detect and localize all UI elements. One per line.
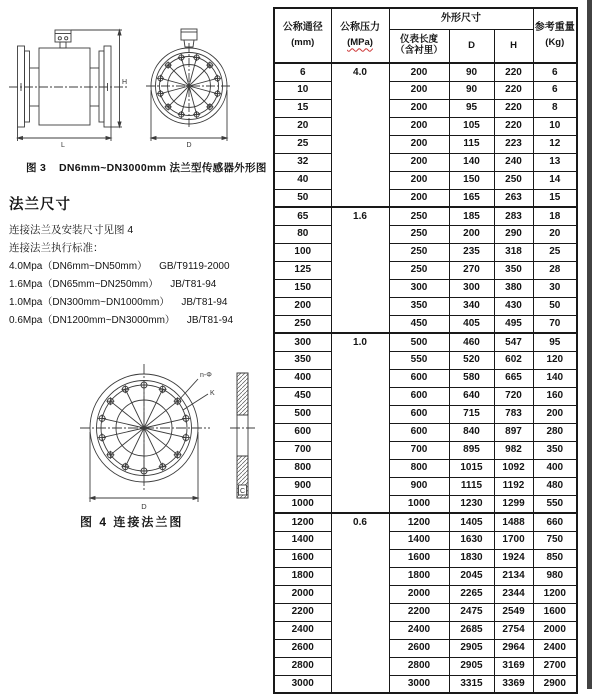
table-row bbox=[274, 189, 577, 207]
table-cell: 665 bbox=[494, 369, 533, 387]
table-cell: 105 bbox=[449, 117, 494, 135]
table-cell: 2905 bbox=[449, 657, 494, 675]
header-outline-dimensions: 外形尺寸 bbox=[389, 8, 533, 30]
table-cell: 2400 bbox=[533, 639, 577, 657]
table-cell: 15 bbox=[533, 189, 577, 207]
table-cell: 340 bbox=[449, 297, 494, 315]
table-cell: 450 bbox=[389, 315, 449, 333]
table-cell: 200 bbox=[389, 99, 449, 117]
table-cell: 100 bbox=[274, 243, 331, 261]
standard-line: 0.6Mpa（DN1200mm~DN3000mm） JB/T81-94 bbox=[9, 312, 233, 330]
table-cell: 250 bbox=[494, 171, 533, 189]
table-cell: 700 bbox=[389, 441, 449, 459]
table-cell: 783 bbox=[494, 405, 533, 423]
table-cell: 263 bbox=[494, 189, 533, 207]
table-cell: 550 bbox=[533, 495, 577, 513]
table-cell: 547 bbox=[494, 333, 533, 351]
table-cell: 220 bbox=[494, 81, 533, 99]
table-cell: 20 bbox=[274, 117, 331, 135]
table-cell: 1230 bbox=[449, 495, 494, 513]
table-cell: 2000 bbox=[389, 585, 449, 603]
standard-line: 4.0Mpa（DN6mm~DN50mm） GB/T9119-2000 bbox=[9, 258, 233, 276]
table-row bbox=[274, 639, 577, 657]
table-row bbox=[274, 405, 577, 423]
table-cell: 715 bbox=[449, 405, 494, 423]
table-row bbox=[274, 63, 577, 81]
table-cell: 980 bbox=[533, 567, 577, 585]
table-cell: 220 bbox=[494, 63, 533, 81]
table-cell: 160 bbox=[533, 387, 577, 405]
table-cell: 200 bbox=[389, 135, 449, 153]
table-cell: 2700 bbox=[533, 657, 577, 675]
table-cell: 600 bbox=[389, 423, 449, 441]
table-cell: 520 bbox=[449, 351, 494, 369]
table-cell: 13 bbox=[533, 153, 577, 171]
table-cell: 1405 bbox=[449, 513, 494, 531]
table-cell: 250 bbox=[389, 207, 449, 225]
table-cell: 250 bbox=[389, 243, 449, 261]
flange-text-line1: 连接法兰及安装尺寸见图 4 bbox=[9, 222, 133, 237]
header-reference-weight: 参考重量 (Kg) bbox=[533, 8, 577, 63]
table-cell: 1015 bbox=[449, 459, 494, 477]
table-cell: 580 bbox=[449, 369, 494, 387]
table-cell: 40 bbox=[274, 171, 331, 189]
table-cell: 2900 bbox=[533, 675, 577, 693]
fig4-bolt-circle-label: K bbox=[210, 390, 215, 397]
table-cell: 290 bbox=[494, 225, 533, 243]
table-cell: 2344 bbox=[494, 585, 533, 603]
table-row bbox=[274, 297, 577, 315]
fig3-dim-l-label: L bbox=[61, 142, 65, 149]
table-row bbox=[274, 99, 577, 117]
table-cell: 300 bbox=[274, 333, 331, 351]
table-cell: 70 bbox=[533, 315, 577, 333]
table-cell: 3169 bbox=[494, 657, 533, 675]
table-cell: 32 bbox=[274, 153, 331, 171]
table-cell: 495 bbox=[494, 315, 533, 333]
table-row bbox=[274, 135, 577, 153]
table-cell: 3369 bbox=[494, 675, 533, 693]
table-cell: 200 bbox=[389, 153, 449, 171]
table-cell: 1830 bbox=[449, 549, 494, 567]
header-nominal-pressure: 公称压力 (MPa) bbox=[331, 8, 389, 63]
table-cell: 3000 bbox=[389, 675, 449, 693]
table-cell: 500 bbox=[389, 333, 449, 351]
table-cell: 2000 bbox=[533, 621, 577, 639]
table-row bbox=[274, 351, 577, 369]
table-cell: 405 bbox=[449, 315, 494, 333]
table-row bbox=[274, 441, 577, 459]
fig4-dim-d-label: D bbox=[141, 502, 147, 511]
table-cell: 800 bbox=[274, 459, 331, 477]
table-cell: 400 bbox=[274, 369, 331, 387]
fig3-dim-h-label: H bbox=[122, 79, 127, 86]
table-cell: 30 bbox=[533, 279, 577, 297]
table-cell: 500 bbox=[274, 405, 331, 423]
table-cell: 1200 bbox=[533, 585, 577, 603]
fig3-dim-d-label: D bbox=[186, 142, 191, 149]
table-cell: 900 bbox=[389, 477, 449, 495]
table-cell: 600 bbox=[274, 423, 331, 441]
table-cell: 8 bbox=[533, 99, 577, 117]
table-cell: 1924 bbox=[494, 549, 533, 567]
table-cell: 200 bbox=[389, 117, 449, 135]
table-cell: 65 bbox=[274, 207, 331, 225]
table-cell: 640 bbox=[449, 387, 494, 405]
figure4-caption: 图 4 连接法兰图 bbox=[80, 513, 183, 530]
table-cell: 350 bbox=[533, 441, 577, 459]
table-cell: 220 bbox=[494, 117, 533, 135]
table-cell: 200 bbox=[449, 225, 494, 243]
table-cell: 2964 bbox=[494, 639, 533, 657]
table-cell: 223 bbox=[494, 135, 533, 153]
table-row bbox=[274, 657, 577, 675]
table-cell: 50 bbox=[533, 297, 577, 315]
table-cell: 600 bbox=[389, 405, 449, 423]
table-row bbox=[274, 243, 577, 261]
table-cell: 400 bbox=[533, 459, 577, 477]
table-cell: 2200 bbox=[274, 603, 331, 621]
table-row bbox=[274, 603, 577, 621]
table-cell: 115 bbox=[449, 135, 494, 153]
table-cell: 200 bbox=[389, 189, 449, 207]
figure3-sensor-outline-drawing bbox=[6, 16, 258, 158]
table-cell: 2905 bbox=[449, 639, 494, 657]
table-row bbox=[274, 279, 577, 297]
table-cell: 270 bbox=[449, 261, 494, 279]
table-cell: 2400 bbox=[274, 621, 331, 639]
table-row bbox=[274, 171, 577, 189]
table-cell: 460 bbox=[449, 333, 494, 351]
table-cell: 12 bbox=[533, 135, 577, 153]
fig4-bolt-count-label: n-Φ bbox=[200, 372, 212, 379]
table-row bbox=[274, 567, 577, 585]
table-cell: 2549 bbox=[494, 603, 533, 621]
table-cell: 720 bbox=[494, 387, 533, 405]
table-row bbox=[274, 423, 577, 441]
table-cell: 2800 bbox=[274, 657, 331, 675]
table-cell: 318 bbox=[494, 243, 533, 261]
table-cell: 200 bbox=[389, 63, 449, 81]
table-cell: 90 bbox=[449, 81, 494, 99]
header-h: H bbox=[494, 30, 533, 64]
table-cell: 300 bbox=[449, 279, 494, 297]
header-meter-length: 仪表长度 （含衬里） bbox=[389, 30, 449, 64]
table-cell: 2754 bbox=[494, 621, 533, 639]
table-cell: 1600 bbox=[533, 603, 577, 621]
table-cell: 25 bbox=[274, 135, 331, 153]
table-cell: 200 bbox=[274, 297, 331, 315]
header-nominal-diameter: 公称通径 (mm) bbox=[274, 8, 331, 63]
table-cell: 1092 bbox=[494, 459, 533, 477]
table-cell: 200 bbox=[533, 405, 577, 423]
table-row bbox=[274, 621, 577, 639]
table-cell: 1400 bbox=[389, 531, 449, 549]
table-cell: 235 bbox=[449, 243, 494, 261]
table-cell: 800 bbox=[389, 459, 449, 477]
table-cell: 1115 bbox=[449, 477, 494, 495]
table-cell: 1800 bbox=[274, 567, 331, 585]
table-cell: 2200 bbox=[389, 603, 449, 621]
flange-size-heading: 法兰尺寸 bbox=[9, 193, 71, 214]
table-cell: 750 bbox=[533, 531, 577, 549]
spec-table-body bbox=[274, 63, 577, 693]
table-row bbox=[274, 549, 577, 567]
table-cell: 6 bbox=[274, 63, 331, 81]
table-cell: 2134 bbox=[494, 567, 533, 585]
table-cell: 600 bbox=[389, 369, 449, 387]
table-cell: 120 bbox=[533, 351, 577, 369]
table-cell: 2265 bbox=[449, 585, 494, 603]
table-cell: 185 bbox=[449, 207, 494, 225]
table-cell: 350 bbox=[274, 351, 331, 369]
table-cell: 982 bbox=[494, 441, 533, 459]
table-cell: 1600 bbox=[274, 549, 331, 567]
table-cell: 250 bbox=[389, 225, 449, 243]
table-row bbox=[274, 153, 577, 171]
table-cell: 1200 bbox=[389, 513, 449, 531]
table-cell: 1700 bbox=[494, 531, 533, 549]
table-cell: 2800 bbox=[389, 657, 449, 675]
table-cell: 3000 bbox=[274, 675, 331, 693]
table-cell: 28 bbox=[533, 261, 577, 279]
table-cell: 1630 bbox=[449, 531, 494, 549]
table-row bbox=[274, 315, 577, 333]
table-row bbox=[274, 675, 577, 693]
table-cell: 2600 bbox=[389, 639, 449, 657]
table-cell: 1000 bbox=[389, 495, 449, 513]
table-row bbox=[274, 369, 577, 387]
table-cell: 300 bbox=[389, 279, 449, 297]
table-cell: 2000 bbox=[274, 585, 331, 603]
table-cell: 2475 bbox=[449, 603, 494, 621]
table-row bbox=[274, 495, 577, 513]
table-cell: 18 bbox=[533, 207, 577, 225]
table-cell: 125 bbox=[274, 261, 331, 279]
table-cell: 1600 bbox=[389, 549, 449, 567]
table-cell: 1200 bbox=[274, 513, 331, 531]
figure3-caption: 图 3 DN6mm~DN3000mm 法兰型传感器外形图 bbox=[26, 160, 267, 175]
flange-text-line2: 连接法兰执行标准： bbox=[9, 240, 104, 255]
table-cell: 895 bbox=[449, 441, 494, 459]
table-cell: 1192 bbox=[494, 477, 533, 495]
table-cell: 0.6 bbox=[331, 513, 389, 693]
table-cell: 10 bbox=[274, 81, 331, 99]
table-cell: 80 bbox=[274, 225, 331, 243]
table-cell: 240 bbox=[494, 153, 533, 171]
table-cell: 430 bbox=[494, 297, 533, 315]
table-cell: 660 bbox=[533, 513, 577, 531]
table-cell: 1488 bbox=[494, 513, 533, 531]
table-cell: 150 bbox=[274, 279, 331, 297]
flange-spec-table bbox=[273, 7, 578, 694]
table-cell: 283 bbox=[494, 207, 533, 225]
table-row bbox=[274, 207, 577, 225]
standard-line: 1.6Mpa（DN65mm~DN250mm） JB/T81-94 bbox=[9, 276, 233, 294]
table-cell: 20 bbox=[533, 225, 577, 243]
table-cell: 2600 bbox=[274, 639, 331, 657]
table-cell: 2685 bbox=[449, 621, 494, 639]
table-row bbox=[274, 513, 577, 531]
table-cell: 840 bbox=[449, 423, 494, 441]
table-cell: 50 bbox=[274, 189, 331, 207]
table-cell: 600 bbox=[389, 387, 449, 405]
table-row bbox=[274, 585, 577, 603]
table-cell: 90 bbox=[449, 63, 494, 81]
table-cell: 1400 bbox=[274, 531, 331, 549]
table-cell: 1.6 bbox=[331, 207, 389, 333]
table-cell: 897 bbox=[494, 423, 533, 441]
table-row bbox=[274, 477, 577, 495]
table-cell: 95 bbox=[449, 99, 494, 117]
table-cell: 25 bbox=[533, 243, 577, 261]
table-cell: 2045 bbox=[449, 567, 494, 585]
table-row bbox=[274, 333, 577, 351]
table-cell: 350 bbox=[389, 297, 449, 315]
table-cell: 350 bbox=[494, 261, 533, 279]
table-cell: 165 bbox=[449, 189, 494, 207]
standard-line: 1.0Mpa（DN300mm~DN1000mm） JB/T81-94 bbox=[9, 294, 233, 312]
header-d: D bbox=[449, 30, 494, 64]
table-cell: 200 bbox=[389, 81, 449, 99]
table-cell: 14 bbox=[533, 171, 577, 189]
table-cell: 1000 bbox=[274, 495, 331, 513]
figure4-connection-flange-drawing bbox=[50, 340, 255, 512]
table-cell: 6 bbox=[533, 81, 577, 99]
table-cell: 280 bbox=[533, 423, 577, 441]
table-row bbox=[274, 81, 577, 99]
page-edge-line bbox=[587, 0, 592, 689]
table-row bbox=[274, 531, 577, 549]
table-row bbox=[274, 225, 577, 243]
table-cell: 150 bbox=[449, 171, 494, 189]
table-row bbox=[274, 387, 577, 405]
table-cell: 95 bbox=[533, 333, 577, 351]
table-cell: 220 bbox=[494, 99, 533, 117]
table-cell: 250 bbox=[274, 315, 331, 333]
table-cell: 3315 bbox=[449, 675, 494, 693]
table-cell: 15 bbox=[274, 99, 331, 117]
table-cell: 480 bbox=[533, 477, 577, 495]
table-cell: 550 bbox=[389, 351, 449, 369]
table-cell: 10 bbox=[533, 117, 577, 135]
table-cell: 380 bbox=[494, 279, 533, 297]
table-row bbox=[274, 261, 577, 279]
table-cell: 250 bbox=[389, 261, 449, 279]
table-cell: 450 bbox=[274, 387, 331, 405]
table-cell: 900 bbox=[274, 477, 331, 495]
table-cell: 700 bbox=[274, 441, 331, 459]
table-cell: 140 bbox=[533, 369, 577, 387]
table-cell: 1.0 bbox=[331, 333, 389, 513]
table-row bbox=[274, 459, 577, 477]
fig4-dim-c-label: C bbox=[240, 488, 245, 495]
table-cell: 4.0 bbox=[331, 63, 389, 207]
table-cell: 1299 bbox=[494, 495, 533, 513]
table-cell: 602 bbox=[494, 351, 533, 369]
table-row bbox=[274, 117, 577, 135]
table-cell: 140 bbox=[449, 153, 494, 171]
flange-standards-list bbox=[9, 258, 233, 330]
table-cell: 850 bbox=[533, 549, 577, 567]
table-cell: 6 bbox=[533, 63, 577, 81]
table-cell: 1800 bbox=[389, 567, 449, 585]
table-cell: 2400 bbox=[389, 621, 449, 639]
table-cell: 200 bbox=[389, 171, 449, 189]
